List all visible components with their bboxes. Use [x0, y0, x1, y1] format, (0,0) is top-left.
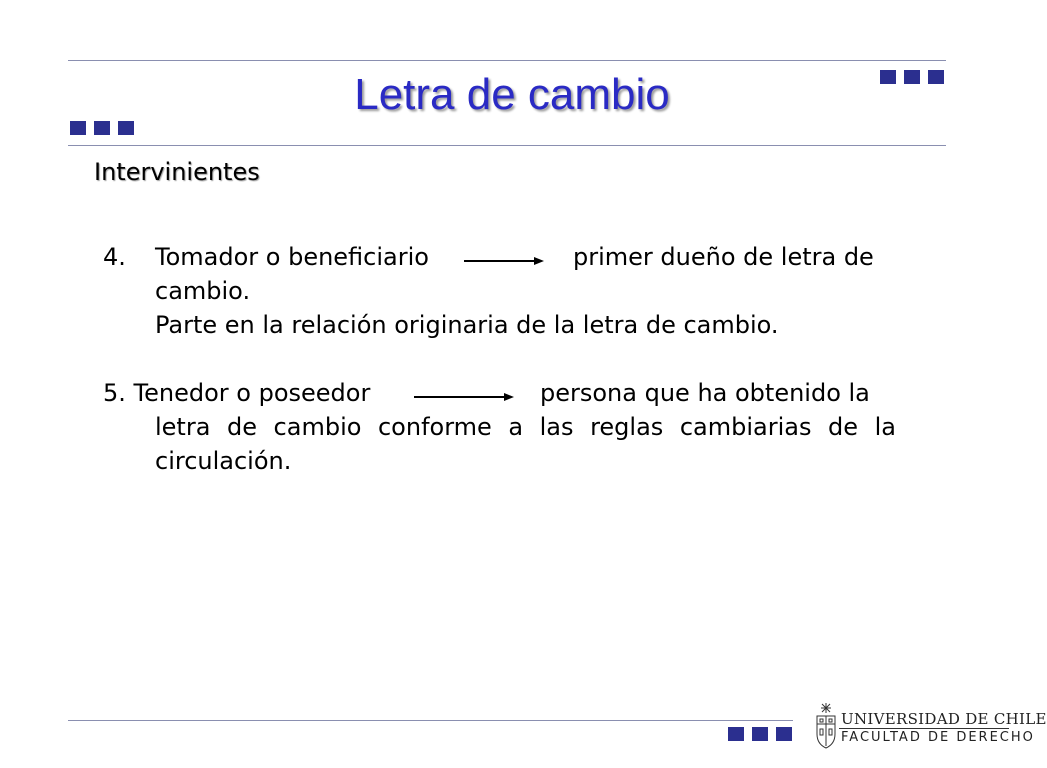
section-subtitle: Intervinientes [94, 158, 260, 186]
university-logo [813, 700, 1047, 750]
title-rule [68, 145, 946, 146]
faculty-name: FACULTAD DE DERECHO [841, 730, 1035, 745]
arrow-right-icon [412, 390, 516, 404]
item-5-definition-start: persona que ha obtenido la [540, 379, 870, 407]
university-crest-icon [813, 702, 839, 750]
slide-title: Letra de cambio [354, 70, 670, 119]
item-4-definition-start: primer dueño de letra de [573, 243, 874, 271]
item-5-line-3: circulación. [155, 447, 292, 475]
item-5-term: 5. Tenedor o poseedor [103, 379, 371, 407]
bottom-rule [68, 720, 793, 721]
item-5-line-2: letra de cambio conforme a las reglas cambiarias de la [155, 413, 896, 441]
top-rule [68, 60, 946, 61]
arrow-right-icon [462, 254, 546, 268]
item-4-note: Parte en la relación originaria de la letra de cambio. [155, 311, 779, 339]
item-4-number: 4. [103, 243, 126, 271]
logo-divider [839, 728, 1009, 729]
institution-name: UNIVERSIDAD DE CHILE [841, 710, 1047, 728]
item-4-term: Tomador o beneficiario [155, 243, 429, 271]
item-4-definition-end: cambio. [155, 277, 251, 305]
